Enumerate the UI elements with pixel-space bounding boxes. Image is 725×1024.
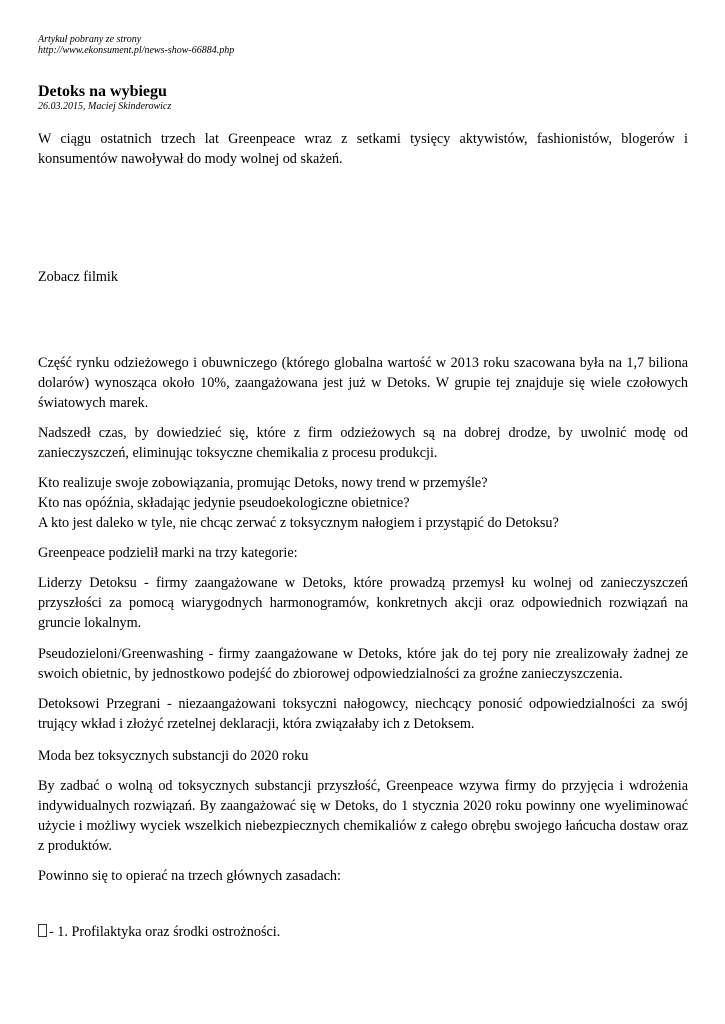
principle-item-1 [38, 922, 688, 942]
category-laggards: Detoksowi Przegrani - niezaangażowani toksyczni nałogowcy, niechcący ponosić odpowiedzialności za swój trujący wkład i złożyć rzetelnej deklaracji, która związałaby ich z Detoksem. [38, 696, 688, 732]
question-1: Kto realizuje swoje zobowiązania, promując Detoks, nowy trend w przemyśle? [38, 475, 488, 491]
article-byline: 26.03.2015, Maciej Skinderowicz [38, 101, 172, 112]
category-greenwashing: Pseudozieloni/Greenwashing - firmy zaangażowane w Detoks, które jak do tej pory nie zrealizowały żadnej ze swoich obietnic, by jednostkowo podejść do zbiorowej odpowiedzialności za groźne zanieczyszczenia. [38, 646, 688, 682]
category-leaders: Liderzy Detoksu - firmy zaangażowane w Detoks, które prowadzą przemysł ku wolnej od zanieczyszczeń przyszłości za pomocą wiarygodnych harmonogramów, konkretnych akcji oraz odpowiednich rozwiązań na gruncie lokalnym. [38, 575, 688, 631]
paragraph-2020: By zadbać o wolną od toksycznych substancji przyszłość, Greenpeace wzywa firmy do przyjęcia i wdrożenia indywidualnych rozwiązań. By zaangażować się w Detoks, do 1 stycznia 2020 roku powinny one wyeliminować użycie i możliwy wyciek wszelkich niebezpiecznych chemikaliów z całego obrębu swojego łańcucha dostaw oraz z produktów. [38, 778, 688, 854]
principles-intro: Powinno się to opierać na trzech głównych zasadach: [38, 868, 341, 884]
question-3: A kto jest daleko w tyle, nie chcąc zerwać z toksycznym nałogiem i przystąpić do Detoksu? [38, 515, 559, 531]
source-note [38, 34, 234, 56]
principle-1-text: - 1. Profilaktyka oraz środki ostrożności. [49, 924, 281, 940]
questions-block [38, 473, 688, 533]
categories-intro: Greenpeace podzielił marki na trzy kategorie: [38, 545, 298, 561]
subheading-2020: Moda bez toksycznych substancji do 2020 roku [38, 748, 309, 764]
intro-paragraph: W ciągu ostatnich trzech lat Greenpeace wraz z setkami tysięcy aktywistów, fashionistów, blogerów i konsumentów nawoływał do mody wolnej od skażeń. [38, 131, 688, 167]
article-title: Detoks na wybiegu [38, 83, 167, 100]
missing-glyph-icon [38, 924, 47, 937]
time-paragraph: Nadszedł czas, by dowiedzieć się, które z firm odzieżowych są na dobrej drodze, by uwolnić modę od zanieczyszczeń, eliminując toksyczne chemikalia z procesu produkcji. [38, 425, 688, 461]
question-2: Kto nas opóźnia, składając jedynie pseudoekologiczne obietnice? [38, 495, 410, 511]
video-label: Zobacz filmik [38, 269, 118, 285]
market-paragraph: Część rynku odzieżowego i obuwniczego (którego globalna wartość w 2013 roku szacowana była na 1,7 biliona dolarów) wynosząca około 10%, zaangażowana jest już w Detoks. W grupie tej znajduje się wiele czołowych światowych marek. [38, 355, 688, 411]
source-url: http://www.ekonsument.pl/news-show-66884.php [38, 45, 235, 56]
source-label: Artykuł pobrany ze strony [38, 34, 142, 45]
